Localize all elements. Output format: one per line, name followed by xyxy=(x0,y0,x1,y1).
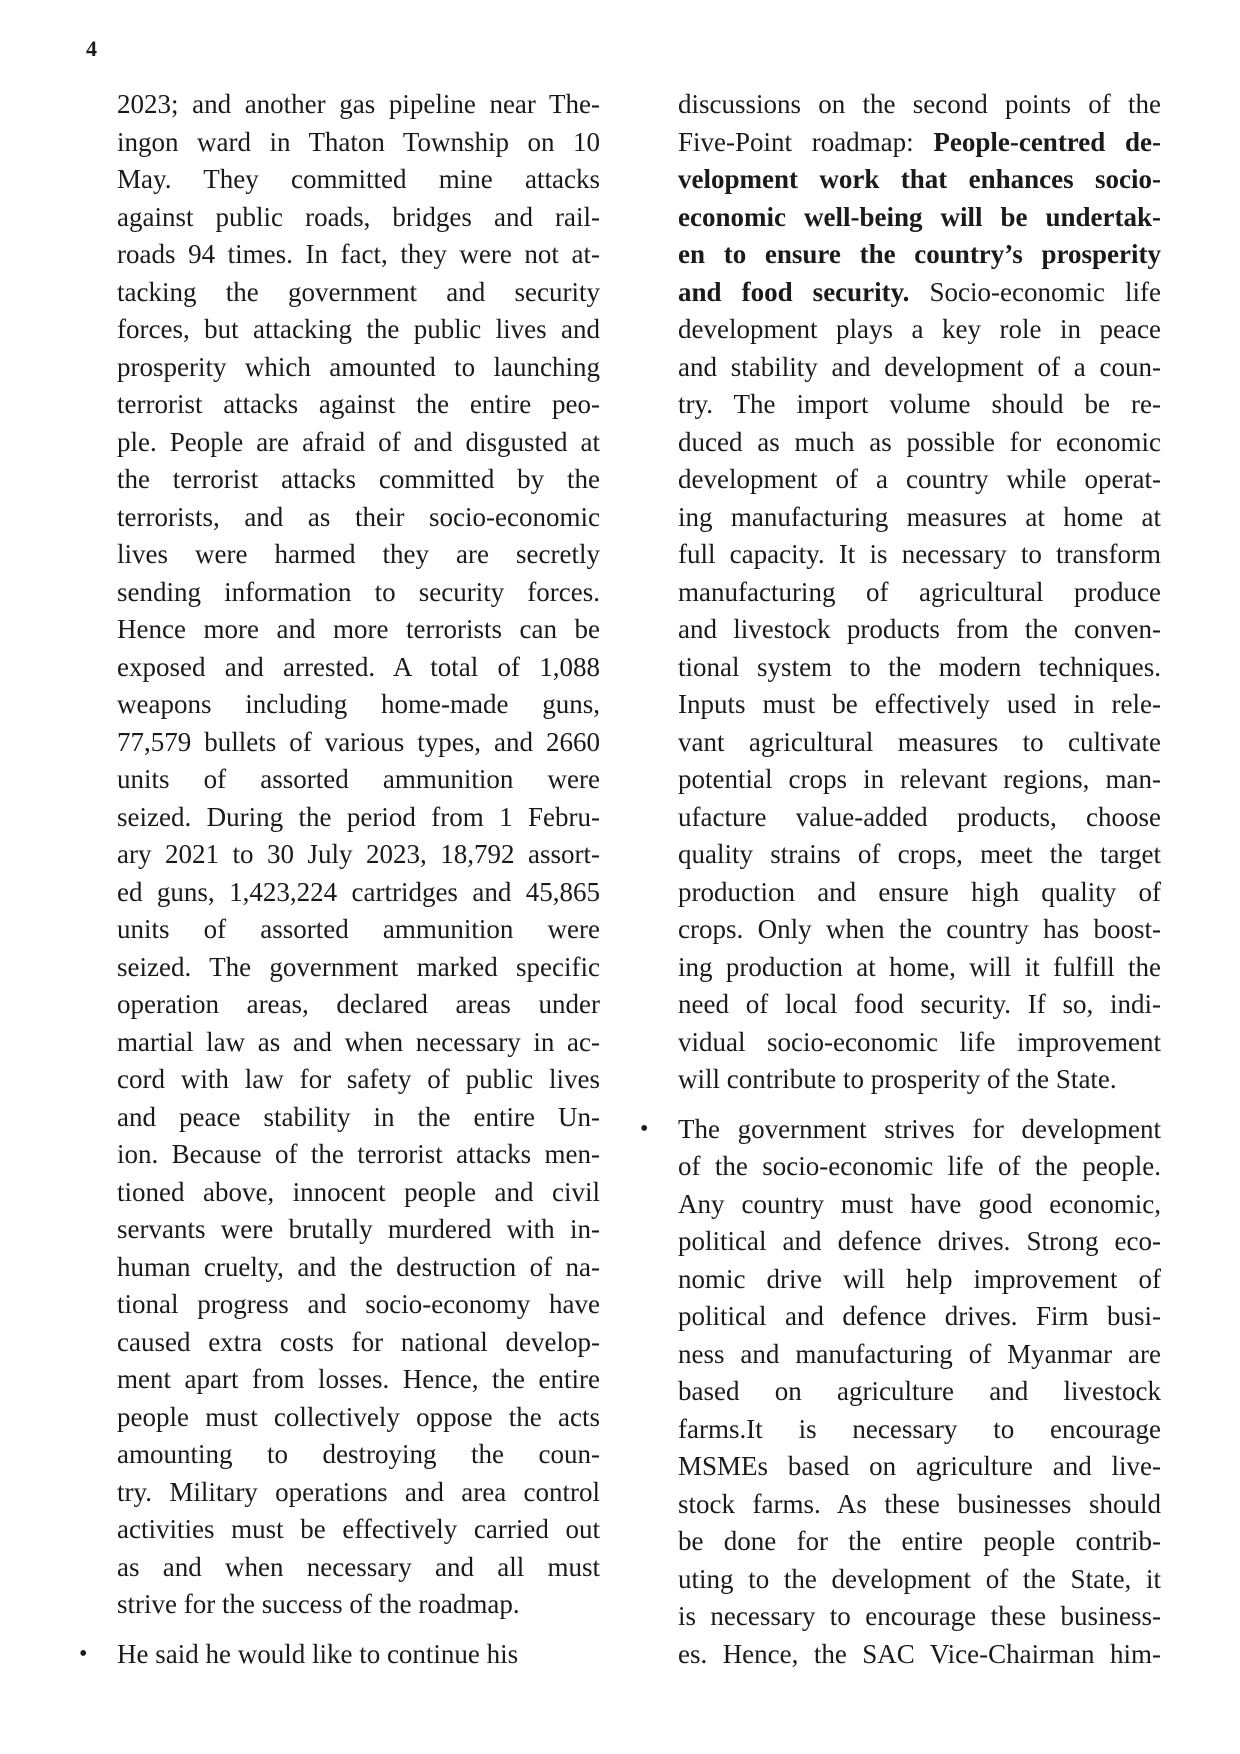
text-line: 2023; and another gas pipeline near The- xyxy=(117,89,600,119)
text-line: the terrorist attacks committed by the xyxy=(117,464,600,494)
text-line: Inputs must be effectively used in rele- xyxy=(678,689,1161,719)
text-line: as and when necessary and all must xyxy=(117,1551,600,1582)
text-line: tacking the government and security xyxy=(117,276,600,307)
text-line: operation areas, declared areas under xyxy=(117,989,600,1019)
bullet-icon: • xyxy=(79,1640,88,1667)
text-line: es. Hence, the SAC Vice-Chairman him- xyxy=(678,1638,1161,1669)
text-line: quality strains of crops, meet the target xyxy=(678,839,1161,869)
text-line: tioned above, innocent people and civil xyxy=(117,1176,600,1207)
bold-text: velopment work that enhances socio- xyxy=(678,164,1161,194)
text-line: sending information to security forces. xyxy=(117,576,600,607)
text-line: crops. Only when the country has boost- xyxy=(678,914,1161,944)
text-line: need of local food security. If so, indi- xyxy=(678,989,1161,1019)
bullet-text xyxy=(678,1111,1161,1674)
text-line: Hence more and more terrorists can be xyxy=(117,614,600,644)
text-line: ed guns, 1,423,224 cartridges and 45,865 xyxy=(117,876,600,907)
text-line: and stability and development of a coun- xyxy=(678,351,1161,382)
bullet-icon: • xyxy=(640,1115,649,1142)
text-line xyxy=(678,199,1161,237)
text-line: development plays a key role in peace xyxy=(678,314,1161,344)
text-line: tional progress and socio-economy have xyxy=(117,1289,600,1319)
text-line: of the socio-economic life of the people. xyxy=(678,1151,1161,1181)
page-number: 4 xyxy=(86,36,97,61)
text-line: manufacturing of agricultural produce xyxy=(678,576,1161,607)
text-line: and livestock products from the conven- xyxy=(678,614,1161,644)
text-run: Socio-economic life xyxy=(909,276,1161,307)
bold-text: and food security. xyxy=(678,276,910,307)
text-line: uting to the development of the State, it xyxy=(678,1563,1161,1594)
paragraph-continuation xyxy=(678,311,1161,1099)
text-line: against public roads, bridges and rail- xyxy=(117,201,600,232)
text-line: stock farms. As these businesses should xyxy=(678,1488,1161,1519)
text-line: ing manufacturing measures at home at xyxy=(678,501,1161,532)
text-line: ufacture value-added products, choose xyxy=(678,801,1161,832)
text-line: ary 2021 to 30 July 2023, 18,792 assort- xyxy=(117,839,600,869)
text-line: ness and manufacturing of Myanmar are xyxy=(678,1338,1161,1369)
text-line: political and defence drives. Strong eco- xyxy=(678,1226,1161,1256)
text-line: farms.It is necessary to encourage xyxy=(678,1413,1161,1444)
text-line: production and ensure high quality of xyxy=(678,876,1161,907)
text-line: weapons including home-made guns, xyxy=(117,689,600,719)
text-line: roads 94 times. In fact, they were not at- xyxy=(117,239,600,269)
paragraph xyxy=(678,86,1161,1099)
text-line: lives were harmed they are secretly xyxy=(117,539,600,569)
text-line: and peace stability in the entire Un- xyxy=(117,1101,600,1132)
text-line: ingon ward in Thaton Township on 10 xyxy=(117,126,600,157)
text-line: strive for the success of the roadmap. xyxy=(117,1589,520,1619)
text-line: vant agricultural measures to cultivate xyxy=(678,726,1161,757)
text-line: MSMEs based on agriculture and live- xyxy=(678,1451,1161,1481)
text-line: forces, but attacking the public lives and xyxy=(117,314,600,344)
text-line: terrorist attacks against the entire peo- xyxy=(117,389,600,419)
text-line: try. Military operations and area control xyxy=(117,1476,600,1507)
text-line: amounting to destroying the coun- xyxy=(117,1439,600,1469)
bullet-item xyxy=(79,1636,600,1674)
text-line: units of assorted ammunition were xyxy=(117,764,600,794)
bullet-item xyxy=(640,1111,1161,1674)
text-line: units of assorted ammunition were xyxy=(117,914,600,944)
text-line: try. The import volume should be re- xyxy=(678,389,1161,419)
text-line: duced as much as possible for economic xyxy=(678,426,1161,457)
text-line: prosperity which amounted to launching xyxy=(117,351,600,382)
text-line: activities must be effectively carried out xyxy=(117,1514,600,1544)
left-column xyxy=(79,86,600,1673)
text-line: He said he would like to continue his xyxy=(117,1638,519,1669)
text-line: ing production at home, will it fulfill the xyxy=(678,951,1161,982)
text-line: discussions on the second points of the xyxy=(678,89,1161,119)
text-line: servants were brutally murdered with in- xyxy=(117,1214,600,1244)
text-line: 77,579 bullets of various types, and 2660 xyxy=(117,726,600,757)
bold-text: economic well-being will be undertak- xyxy=(678,201,1161,232)
text-line: seized. The government marked specific xyxy=(117,951,600,982)
text-line: seized. During the period from 1 Febru- xyxy=(117,801,600,832)
text-line xyxy=(678,236,1161,274)
text-line: political and defence drives. Firm busi- xyxy=(678,1301,1161,1331)
text-line xyxy=(678,161,1161,199)
text-run: Five-Point roadmap: xyxy=(678,126,934,157)
right-column xyxy=(640,86,1161,1673)
bold-text: en to ensure the country’s prosperity xyxy=(678,239,1161,269)
text-line: ment apart from losses. Hence, the entire xyxy=(117,1364,600,1394)
text-line: May. They committed mine attacks xyxy=(117,164,600,194)
text-line: exposed and arrested. A total of 1,088 xyxy=(117,651,600,682)
text-line: vidual socio-economic life improvement xyxy=(678,1026,1161,1057)
text-line: martial law as and when necessary in ac- xyxy=(117,1026,600,1057)
text-line: is necessary to encourage these business- xyxy=(678,1601,1161,1631)
text-line: based on agriculture and livestock xyxy=(678,1376,1161,1406)
text-line xyxy=(678,124,1161,162)
text-line: caused extra costs for national develop- xyxy=(117,1326,600,1357)
text-line: development of a country while operat- xyxy=(678,464,1161,494)
text-line: The government strives for development xyxy=(678,1113,1161,1144)
paragraph xyxy=(117,86,600,1624)
bold-text: People-centred de- xyxy=(933,126,1161,157)
text-line: human cruelty, and the destruction of na- xyxy=(117,1251,600,1282)
text-line xyxy=(678,274,1161,312)
text-line: ple. People are afraid of and disgusted at xyxy=(117,426,600,457)
text-line: potential crops in relevant regions, man- xyxy=(678,764,1161,794)
text-line: be done for the entire people contrib- xyxy=(678,1526,1161,1556)
text-line: people must collectively oppose the acts xyxy=(117,1401,600,1432)
text-line: ion. Because of the terrorist attacks men- xyxy=(117,1139,600,1169)
text-line: nomic drive will help improvement of xyxy=(678,1263,1161,1294)
text-line: will contribute to prosperity of the State. xyxy=(678,1064,1117,1094)
text-line: cord with law for safety of public lives xyxy=(117,1064,600,1094)
text-line: full capacity. It is necessary to transform xyxy=(678,539,1161,569)
text-line: tional system to the modern techniques. xyxy=(678,651,1161,682)
text-line: terrorists, and as their socio-economic xyxy=(117,501,600,532)
text-line: Any country must have good economic, xyxy=(678,1188,1161,1219)
